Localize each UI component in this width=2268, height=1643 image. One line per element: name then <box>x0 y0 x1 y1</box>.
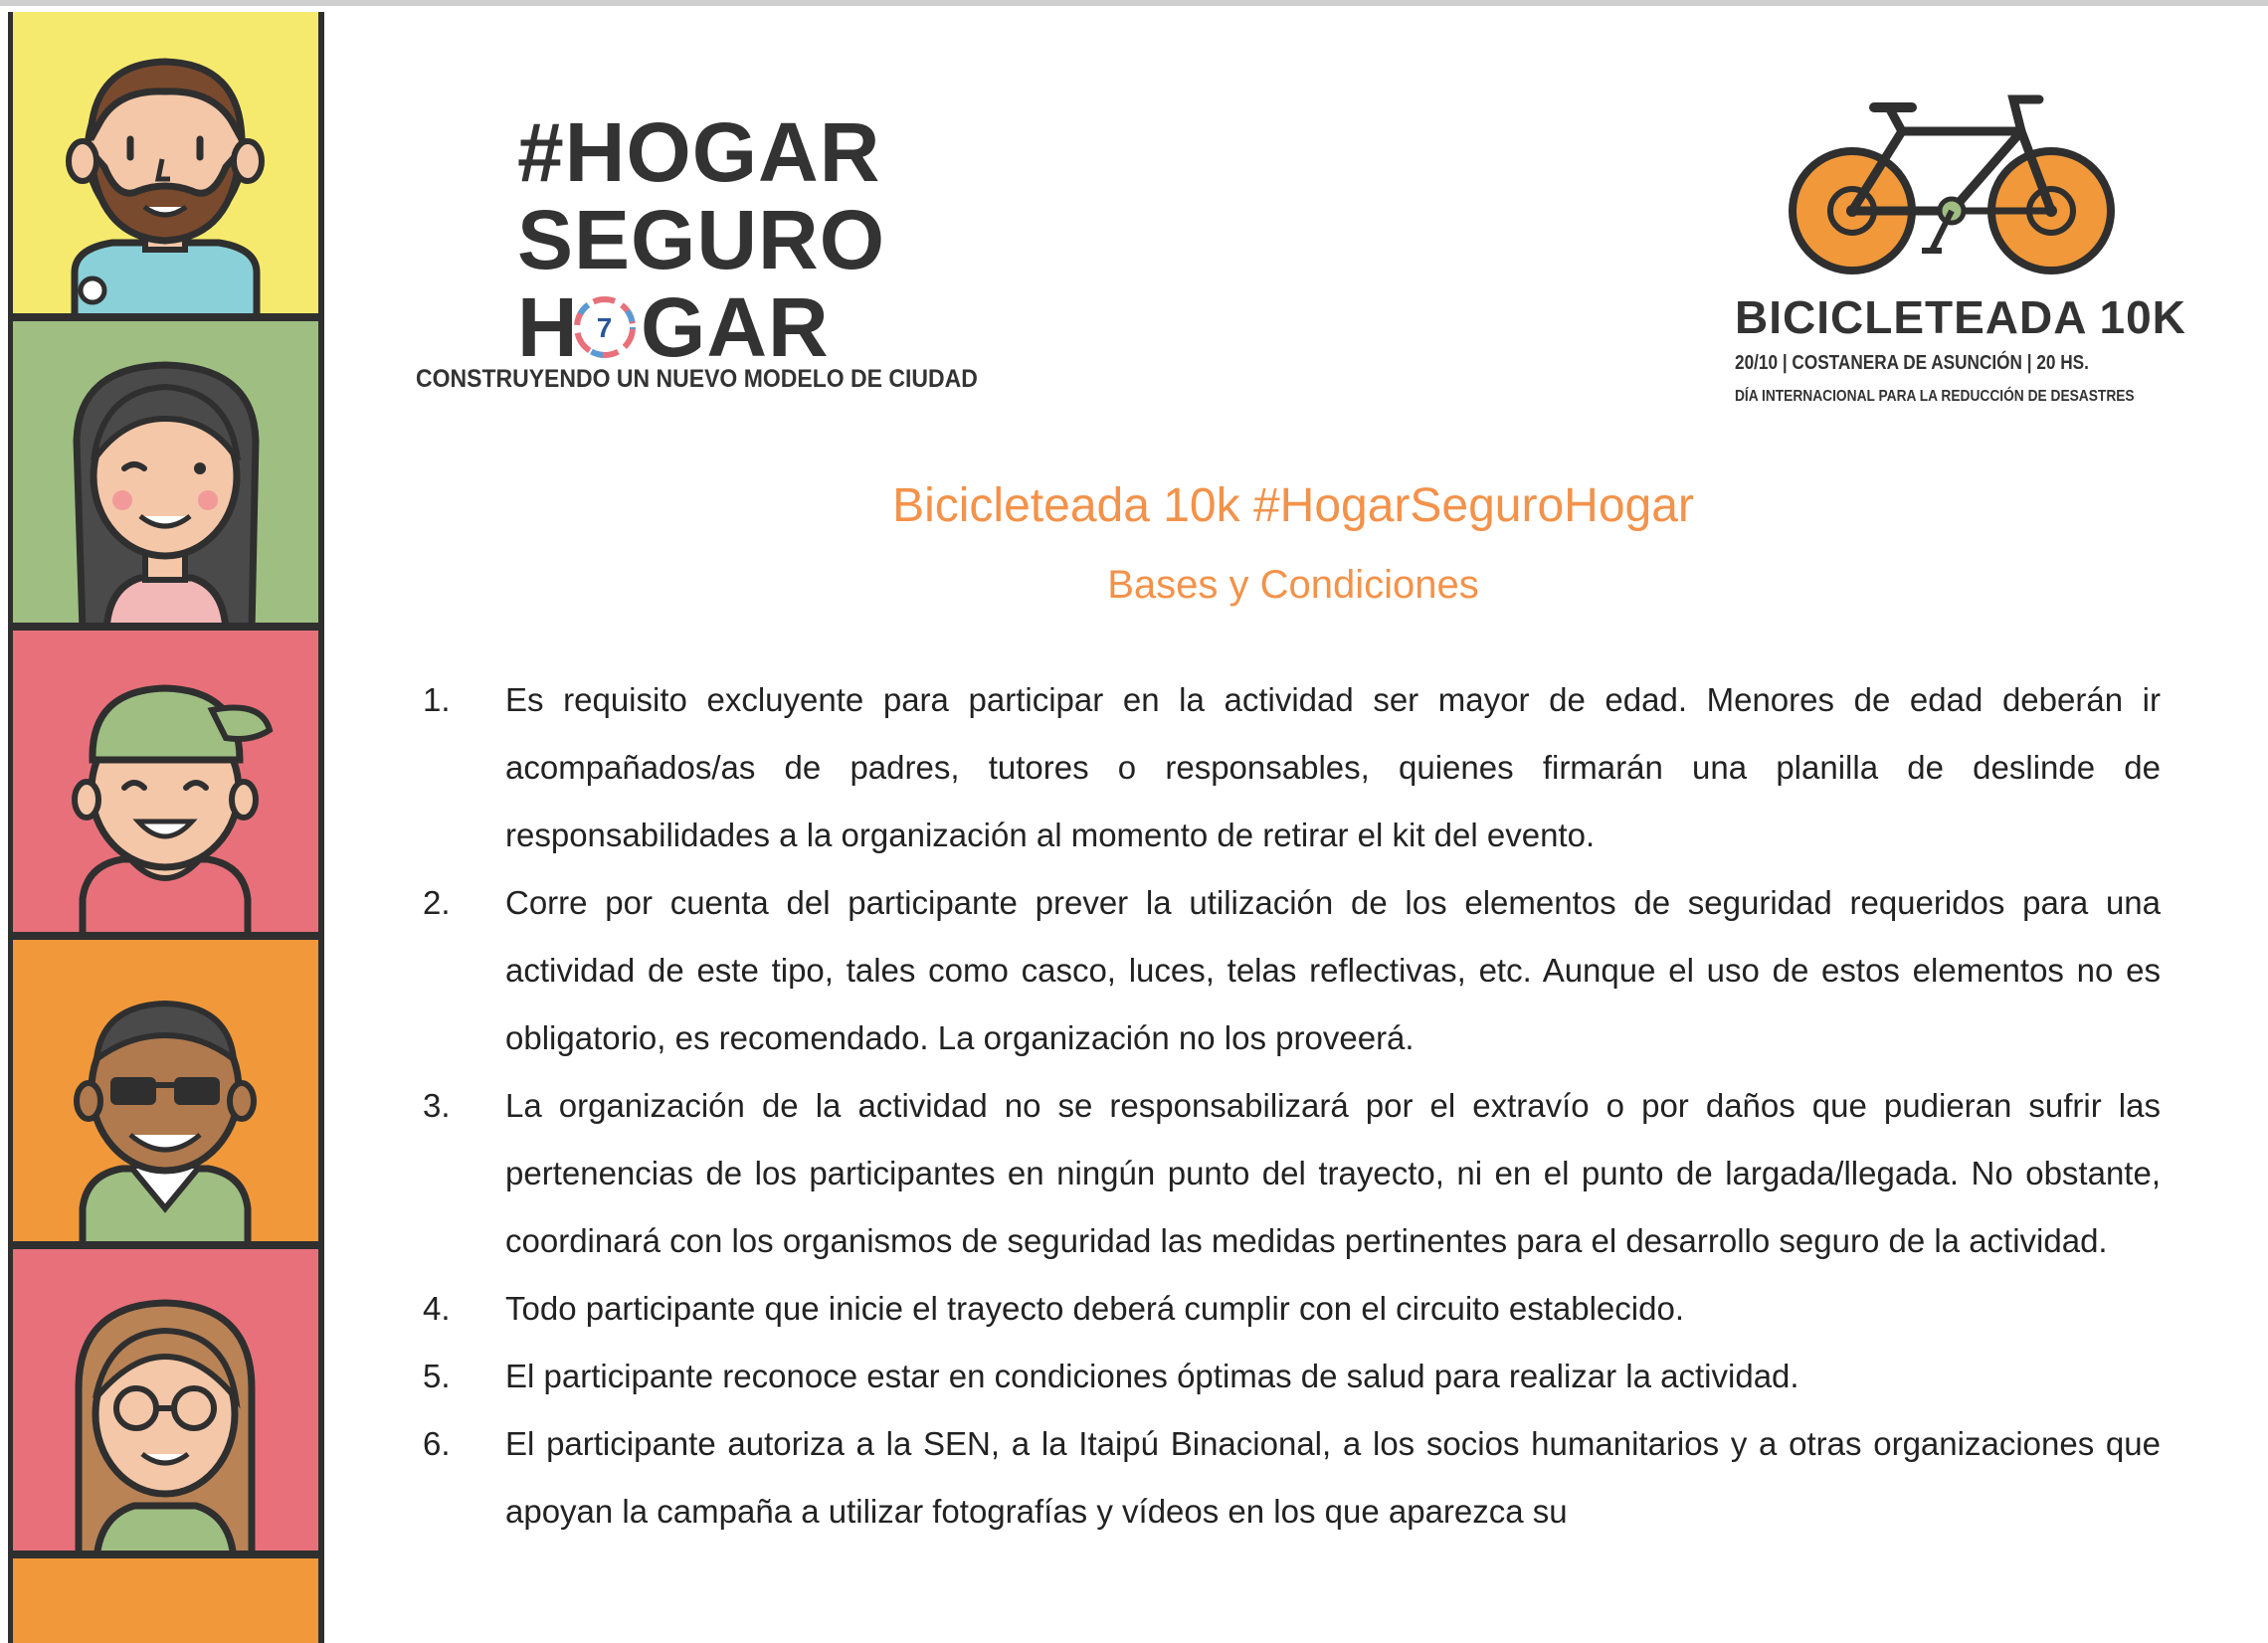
logo-letters-gar: GAR <box>641 280 830 374</box>
condition-text: El participante autoriza a la SEN, a la Itaipú Binacional, a los socios humanitarios y a otras organizaciones que apoyan la campaña a utilizar fotografías y vídeos en los que aparezca su <box>505 1425 2161 1530</box>
seven-ring-icon <box>573 295 637 359</box>
condition-text: La organización de la actividad no se responsabilizará por el extravío o por daños que pudieran sufrir las pertenencias de los participantes en ningún punto del trayecto, ni en el punto de largada/llegada. No obstante, coordinará con los organismos de seguridad las medidas pertinentes para el desarrollo seguro de la actividad. <box>505 1087 2161 1259</box>
conditions-list <box>418 666 2161 1546</box>
avatar-panel-cap-boy <box>13 631 318 940</box>
condition-item-2 <box>418 869 2161 1072</box>
bicicleteada-date-line: 20/10 | COSTANERA DE ASUNCIÓN | 20 HS. <box>1735 352 2089 374</box>
avatar-panel-bearded-man <box>13 12 318 321</box>
condition-item-3 <box>418 1072 2161 1275</box>
seven-ring-number: 7 <box>596 312 614 343</box>
bicicleteada-day-line: DÍA INTERNACIONAL PARA LA REDUCCIÓN DE DESASTRES <box>1735 388 2135 405</box>
document-subtitle: Bases y Condiciones <box>1107 563 1479 607</box>
condition-number: 4. <box>423 1290 451 1327</box>
avatar-panel-long-hair-woman <box>13 321 318 631</box>
document-title: Bicicleteada 10k #HogarSeguroHogar <box>892 479 1694 532</box>
condition-text: Todo participante que inicie el trayecto deberá cumplir con el circuito establecido. <box>505 1290 1684 1327</box>
logo-line-seguro: SEGURO <box>517 193 886 286</box>
avatar-panel-sunglasses-man <box>13 940 318 1249</box>
cap-boy-avatar-icon <box>13 631 318 940</box>
logo-line-hogar: #HOGAR <box>517 105 881 199</box>
hogar-seguro-hogar-logo <box>416 104 993 423</box>
logo-line-hogar-bottom <box>517 279 915 375</box>
condition-number: 6. <box>423 1425 451 1462</box>
logo-tagline: CONSTRUYENDO UN NUEVO MODELO DE CIUDAD <box>416 365 978 393</box>
bicicleteada-logo <box>1721 91 2186 430</box>
avatar-panel-glasses-woman <box>13 1249 318 1558</box>
bicicleteada-title: BICICLETEADA 10K <box>1735 291 2186 343</box>
condition-text: Corre por cuenta del participante prever la utilización de los elementos de seguridad requeridos para una actividad de este tipo, tales como casco, luces, telas reflectivas, etc. Aunque el uso de estos elementos no es obligatorio, es recomendado. La organización no los proveerá. <box>505 884 2161 1056</box>
condition-number: 1. <box>423 681 451 718</box>
logo-letter-h: H <box>517 280 579 374</box>
sunglasses-man-avatar-icon <box>13 940 318 1249</box>
avatar-panel-partial <box>13 1558 318 1643</box>
bearded-man-avatar-icon <box>13 12 318 321</box>
condition-text: El participante reconoce estar en condiciones óptimas de salud para realizar la actividad. <box>505 1358 1799 1394</box>
condition-item-6 <box>418 1410 2161 1546</box>
glasses-woman-avatar-icon <box>13 1249 318 1558</box>
condition-number: 5. <box>423 1358 451 1394</box>
condition-number: 3. <box>423 1087 451 1124</box>
condition-item-5 <box>418 1343 2161 1410</box>
condition-item-4 <box>418 1275 2161 1343</box>
condition-text: Es requisito excluyente para participar en la actividad ser mayor de edad. Menores de edad deberán ir acompañados/as de padres, tutores o responsables, quienes firmarán una planilla de deslinde de responsabilidades a la organización al momento de retirar el kit del evento. <box>505 681 2161 853</box>
condition-item-1 <box>418 666 2161 869</box>
avatar-sidebar <box>8 12 324 1643</box>
bicycle-icon <box>1783 91 2121 280</box>
top-border <box>0 0 2268 6</box>
long-hair-woman-avatar-icon <box>13 321 318 631</box>
condition-number: 2. <box>423 884 451 921</box>
